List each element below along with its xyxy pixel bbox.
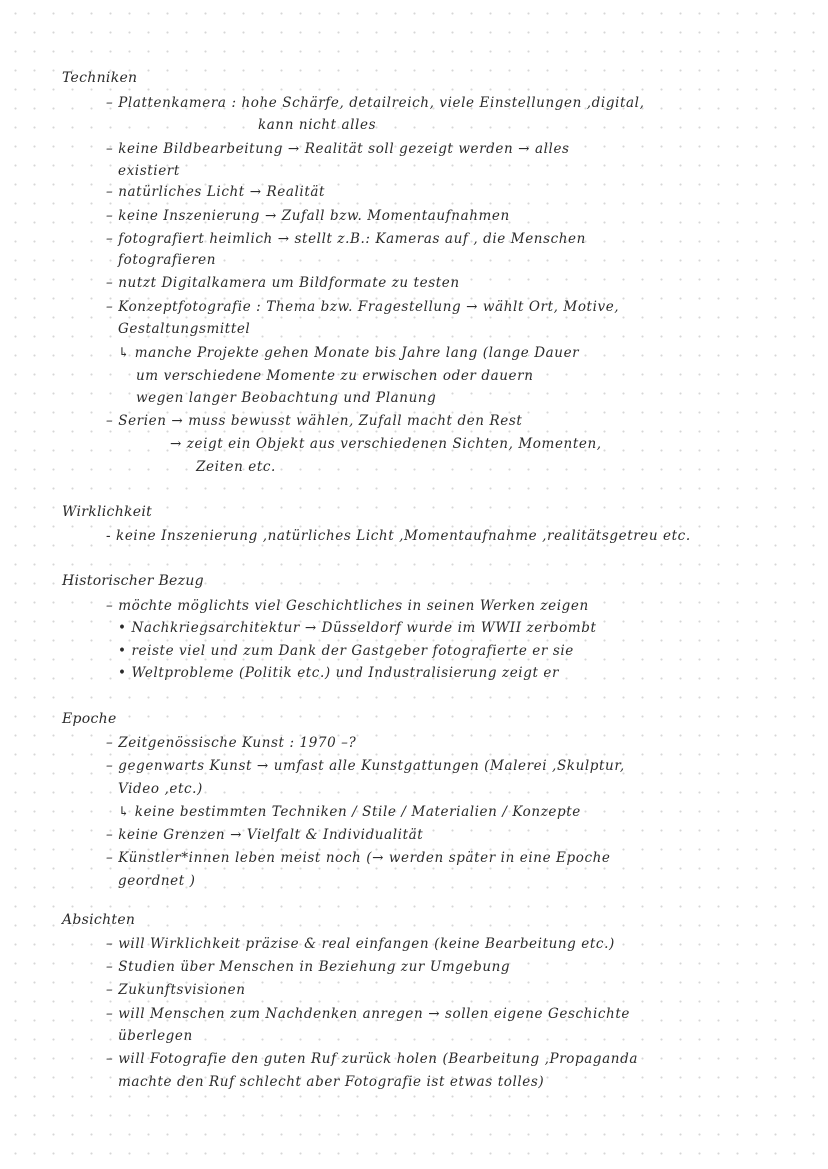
heading-epoche: Epoche (62, 711, 117, 727)
note-line: kann nicht alles (258, 117, 377, 133)
note-line: - keine Inszenierung ,natürliches Licht ,Momentaufnahme ,realitätsgetreu etc. (106, 528, 691, 544)
note-line: fotografieren (118, 252, 217, 268)
note-line: Gestaltungsmittel (118, 321, 251, 337)
note-line: ↳ keine bestimmten Techniken / Stile / Materialien / Konzepte (118, 804, 581, 820)
note-line: – Plattenkamera : hohe Schärfe, detailreich, viele Einstellungen ,digital, (106, 95, 645, 111)
note-line: – will Menschen zum Nachdenken anregen → sollen eigene Geschichte (106, 1006, 630, 1022)
heading-historischer-bezug: Historischer Bezug (62, 573, 204, 589)
note-line: – Zeitgenössische Kunst : 1970 –? (106, 735, 357, 751)
note-line: – will Wirklichkeit präzise & real einfangen (keine Bearbeitung etc.) (106, 936, 615, 952)
note-line: – keine Grenzen → Vielfalt & Individualität (106, 827, 424, 843)
note-line: • Weltprobleme (Politik etc.) und Industralisierung zeigt er (118, 665, 560, 681)
note-line: – Konzeptfotografie : Thema bzw. Fragestellung → wählt Ort, Motive, (106, 299, 620, 315)
note-line: ↳ manche Projekte gehen Monate bis Jahre lang (lange Dauer (118, 345, 580, 361)
note-line: existiert (118, 163, 180, 179)
note-line: machte den Ruf schlecht aber Fotografie ist etwas tolles) (118, 1074, 545, 1090)
note-line: überlegen (118, 1028, 193, 1044)
note-line: • Nachkriegsarchitektur → Düsseldorf wurde im WWII zerbombt (118, 620, 597, 636)
heading-techniken: Techniken (62, 70, 138, 86)
note-line: – Zukunftsvisionen (106, 982, 246, 998)
note-line: – gegenwarts Kunst → umfast alle Kunstgattungen (Malerei ,Skulptur, (106, 758, 625, 774)
note-line: Zeiten etc. (196, 459, 276, 475)
note-line: Video ,etc.) (118, 781, 203, 797)
heading-absichten: Absichten (62, 912, 136, 928)
note-line: wegen langer Beobachtung und Planung (136, 390, 437, 406)
note-line: – möchte möglichts viel Geschichtliches in seinen Werken zeigen (106, 598, 589, 614)
note-line: → zeigt ein Objekt aus verschiedenen Sichten, Momenten, (170, 436, 602, 452)
note-line: um verschiedene Momente zu erwischen oder dauern (136, 368, 534, 384)
note-line: – keine Bildbearbeitung → Realität soll gezeigt werden → alles (106, 141, 570, 157)
heading-wirklichkeit: Wirklichkeit (62, 504, 153, 520)
note-line: – Künstler*innen leben meist noch (→ werden später in eine Epoche (106, 850, 611, 866)
note-line: – fotografiert heimlich → stellt z.B.: Kameras auf , die Menschen (106, 231, 586, 247)
note-line: – Serien → muss bewusst wählen, Zufall macht den Rest (106, 413, 523, 429)
note-line: • reiste viel und zum Dank der Gastgeber fotografierte er sie (118, 643, 574, 659)
note-line: – keine Inszenierung → Zufall bzw. Momentaufnahmen (106, 208, 510, 224)
note-line: – nutzt Digitalkamera um Bildformate zu testen (106, 275, 460, 291)
note-line: – Studien über Menschen in Beziehung zur Umgebung (106, 959, 511, 975)
note-line: – will Fotografie den guten Ruf zurück holen (Bearbeitung ,Propaganda (106, 1051, 638, 1067)
note-line: – natürliches Licht → Realität (106, 184, 326, 200)
note-line: geordnet ) (118, 873, 196, 889)
